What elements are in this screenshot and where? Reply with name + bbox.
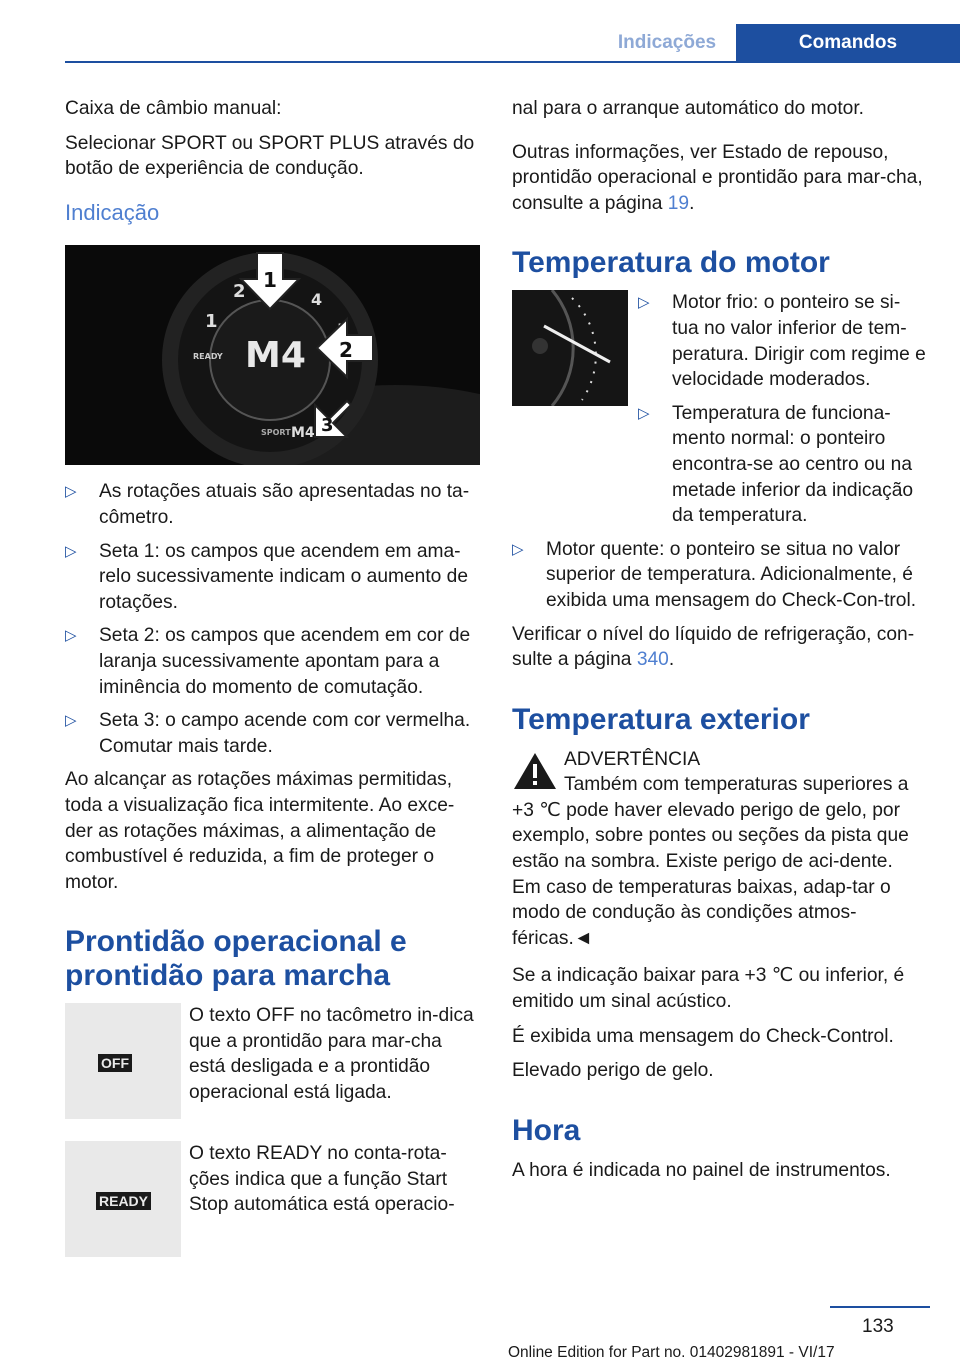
paragraph-check-control: É exibida uma mensagem do Check-Control.: [512, 1025, 894, 1047]
arrow-2-label: 2: [339, 338, 353, 363]
coolant-temperature-gauge-image: [512, 290, 628, 406]
list-item: ▷ Temperatura de funciona‐mento normal: o ponteiro encontra-se ao centro ou na metade inferior da indicação da temperatura.: [638, 402, 914, 527]
footer-rule: [830, 1306, 930, 1308]
tachometer-image: [65, 245, 480, 465]
gauge-ready-label: READY: [193, 352, 223, 362]
gauge-center-m4: M4: [245, 335, 306, 377]
ready-indicator-image: [65, 1141, 181, 1257]
gauge-sport-label: SPORT: [261, 428, 291, 438]
arrow-3-label: 3: [321, 415, 334, 437]
list-item: ▷ Motor quente: o ponteiro se situa no valor superior de temperatura. Adicionalmente, é exibida uma mensagem do Check-Con‐trol.: [512, 538, 917, 611]
paragraph-acoustic-signal: Se a indicação baixar para +3 ℃ ou inferior, é emitido um sinal acústico.: [512, 965, 905, 1013]
triangle-bullet-icon: ▷: [512, 540, 524, 558]
triangle-bullet-icon: ▷: [638, 404, 650, 422]
edition-text: Online Edition for Part no. 01402981891 - VI/17: [508, 1344, 835, 1361]
paragraph-coolant: Verificar o nível do líquido de refrigeração, con‐sulte a página 340.: [512, 623, 915, 671]
gauge-number-1: 1: [205, 311, 218, 333]
page-number: 133: [862, 1316, 894, 1337]
paragraph-select-sport: Selecionar SPORT ou SPORT PLUS através do botão de experiência de condução.: [65, 132, 475, 180]
list-item: ▷ Seta 1: os campos que acendem em ama‐relo sucessivamente indicam o aumento de rotações.: [65, 540, 469, 613]
tab-comandos[interactable]: Comandos: [736, 24, 960, 61]
warning-title: ADVERTÊNCIA: [564, 748, 701, 770]
gauge-small-m4: M4: [291, 425, 315, 442]
off-indicator-image: [65, 1003, 181, 1119]
gauge-number-4: 4: [311, 290, 323, 310]
left-column: [65, 96, 481, 1271]
paragraph-ready: O texto READY no conta-rota‐ções indica que a função Start Stop automática está operacio‐: [189, 1143, 455, 1216]
gauge-number-2: 2: [233, 281, 246, 303]
paragraph-max-rpm: Ao alcançar as rotações máximas permitidas, toda a visualização fica intermitente. Ao exce‐der as rotações máximas, a alimentação de combustível é reduzida, a fim de proteger o motor.: [65, 769, 455, 893]
off-label: OFF: [98, 1054, 132, 1072]
arrow-1-label: 1: [263, 268, 277, 293]
triangle-bullet-icon: ▷: [65, 712, 77, 730]
warning-text: Também com temperaturas superiores a +3 ℃ pode haver elevado perigo de gelo, por exemplo, sobre pontes ou seções da pista que estão na sombra. Existe perigo de aci‐dente. Em caso de temperaturas baixas, adap‐tar o modo de condução às condições atmos‐féricas.◄: [512, 774, 909, 949]
list-item: ▷ As rotações atuais são apresentadas no ta‐cômetro.: [65, 481, 470, 528]
heading-indicacao: Indicação: [65, 199, 160, 225]
triangle-bullet-icon: ▷: [65, 627, 77, 645]
paragraph-more-info: Outras informações, ver Estado de repouso, prontidão operacional e prontidão para mar‐cha, consulte a página 19.: [512, 141, 923, 214]
heading-prontidao: Prontidão operacional e prontidão para marcha: [65, 925, 407, 993]
paragraph-hora: A hora é indicada no painel de instrumentos.: [512, 1159, 891, 1181]
heading-hora: Hora: [512, 1113, 581, 1147]
right-column: [512, 96, 926, 1192]
list-item: ▷ Seta 2: os campos que acendem em cor de laranja sucessivamente apontam para a iminência do momento de comutação.: [65, 625, 471, 698]
heading-temp-exterior: Temperatura exterior: [512, 702, 810, 736]
header-rule: [65, 61, 960, 63]
tab-indicacoes[interactable]: Indicações: [617, 31, 717, 53]
ready-label: READY: [96, 1192, 151, 1210]
paragraph-off: O texto OFF no tacômetro in‐dica que a prontidão para mar‐cha está desligada e a prontidão operacional está ligada.: [189, 1005, 474, 1104]
triangle-bullet-icon: ▷: [65, 483, 77, 501]
list-item: ▷ Seta 3: o campo acende com cor vermelha. Comutar mais tarde.: [65, 710, 471, 757]
tachometer-bullet-list: [65, 479, 481, 759]
heading-temp-motor: Temperatura do motor: [512, 246, 830, 280]
paragraph-ice-risk: Elevado perigo de gelo.: [512, 1060, 714, 1082]
list-item: ▷ Motor frio: o ponteiro se si‐tua no valor inferior de tem‐peratura. Dirigir com regime e velocidade moderados.: [638, 292, 926, 391]
paragraph-manual-gearbox: Caixa de câmbio manual:: [65, 98, 282, 119]
page-link-19[interactable]: 19: [667, 192, 690, 214]
triangle-bullet-icon: ▷: [638, 294, 650, 312]
paragraph-auto-start: nal para o arranque automático do motor.: [512, 98, 864, 119]
page-link-340[interactable]: 340: [636, 649, 669, 671]
triangle-bullet-icon: ▷: [65, 542, 77, 560]
warning-triangle-icon: [512, 751, 558, 791]
